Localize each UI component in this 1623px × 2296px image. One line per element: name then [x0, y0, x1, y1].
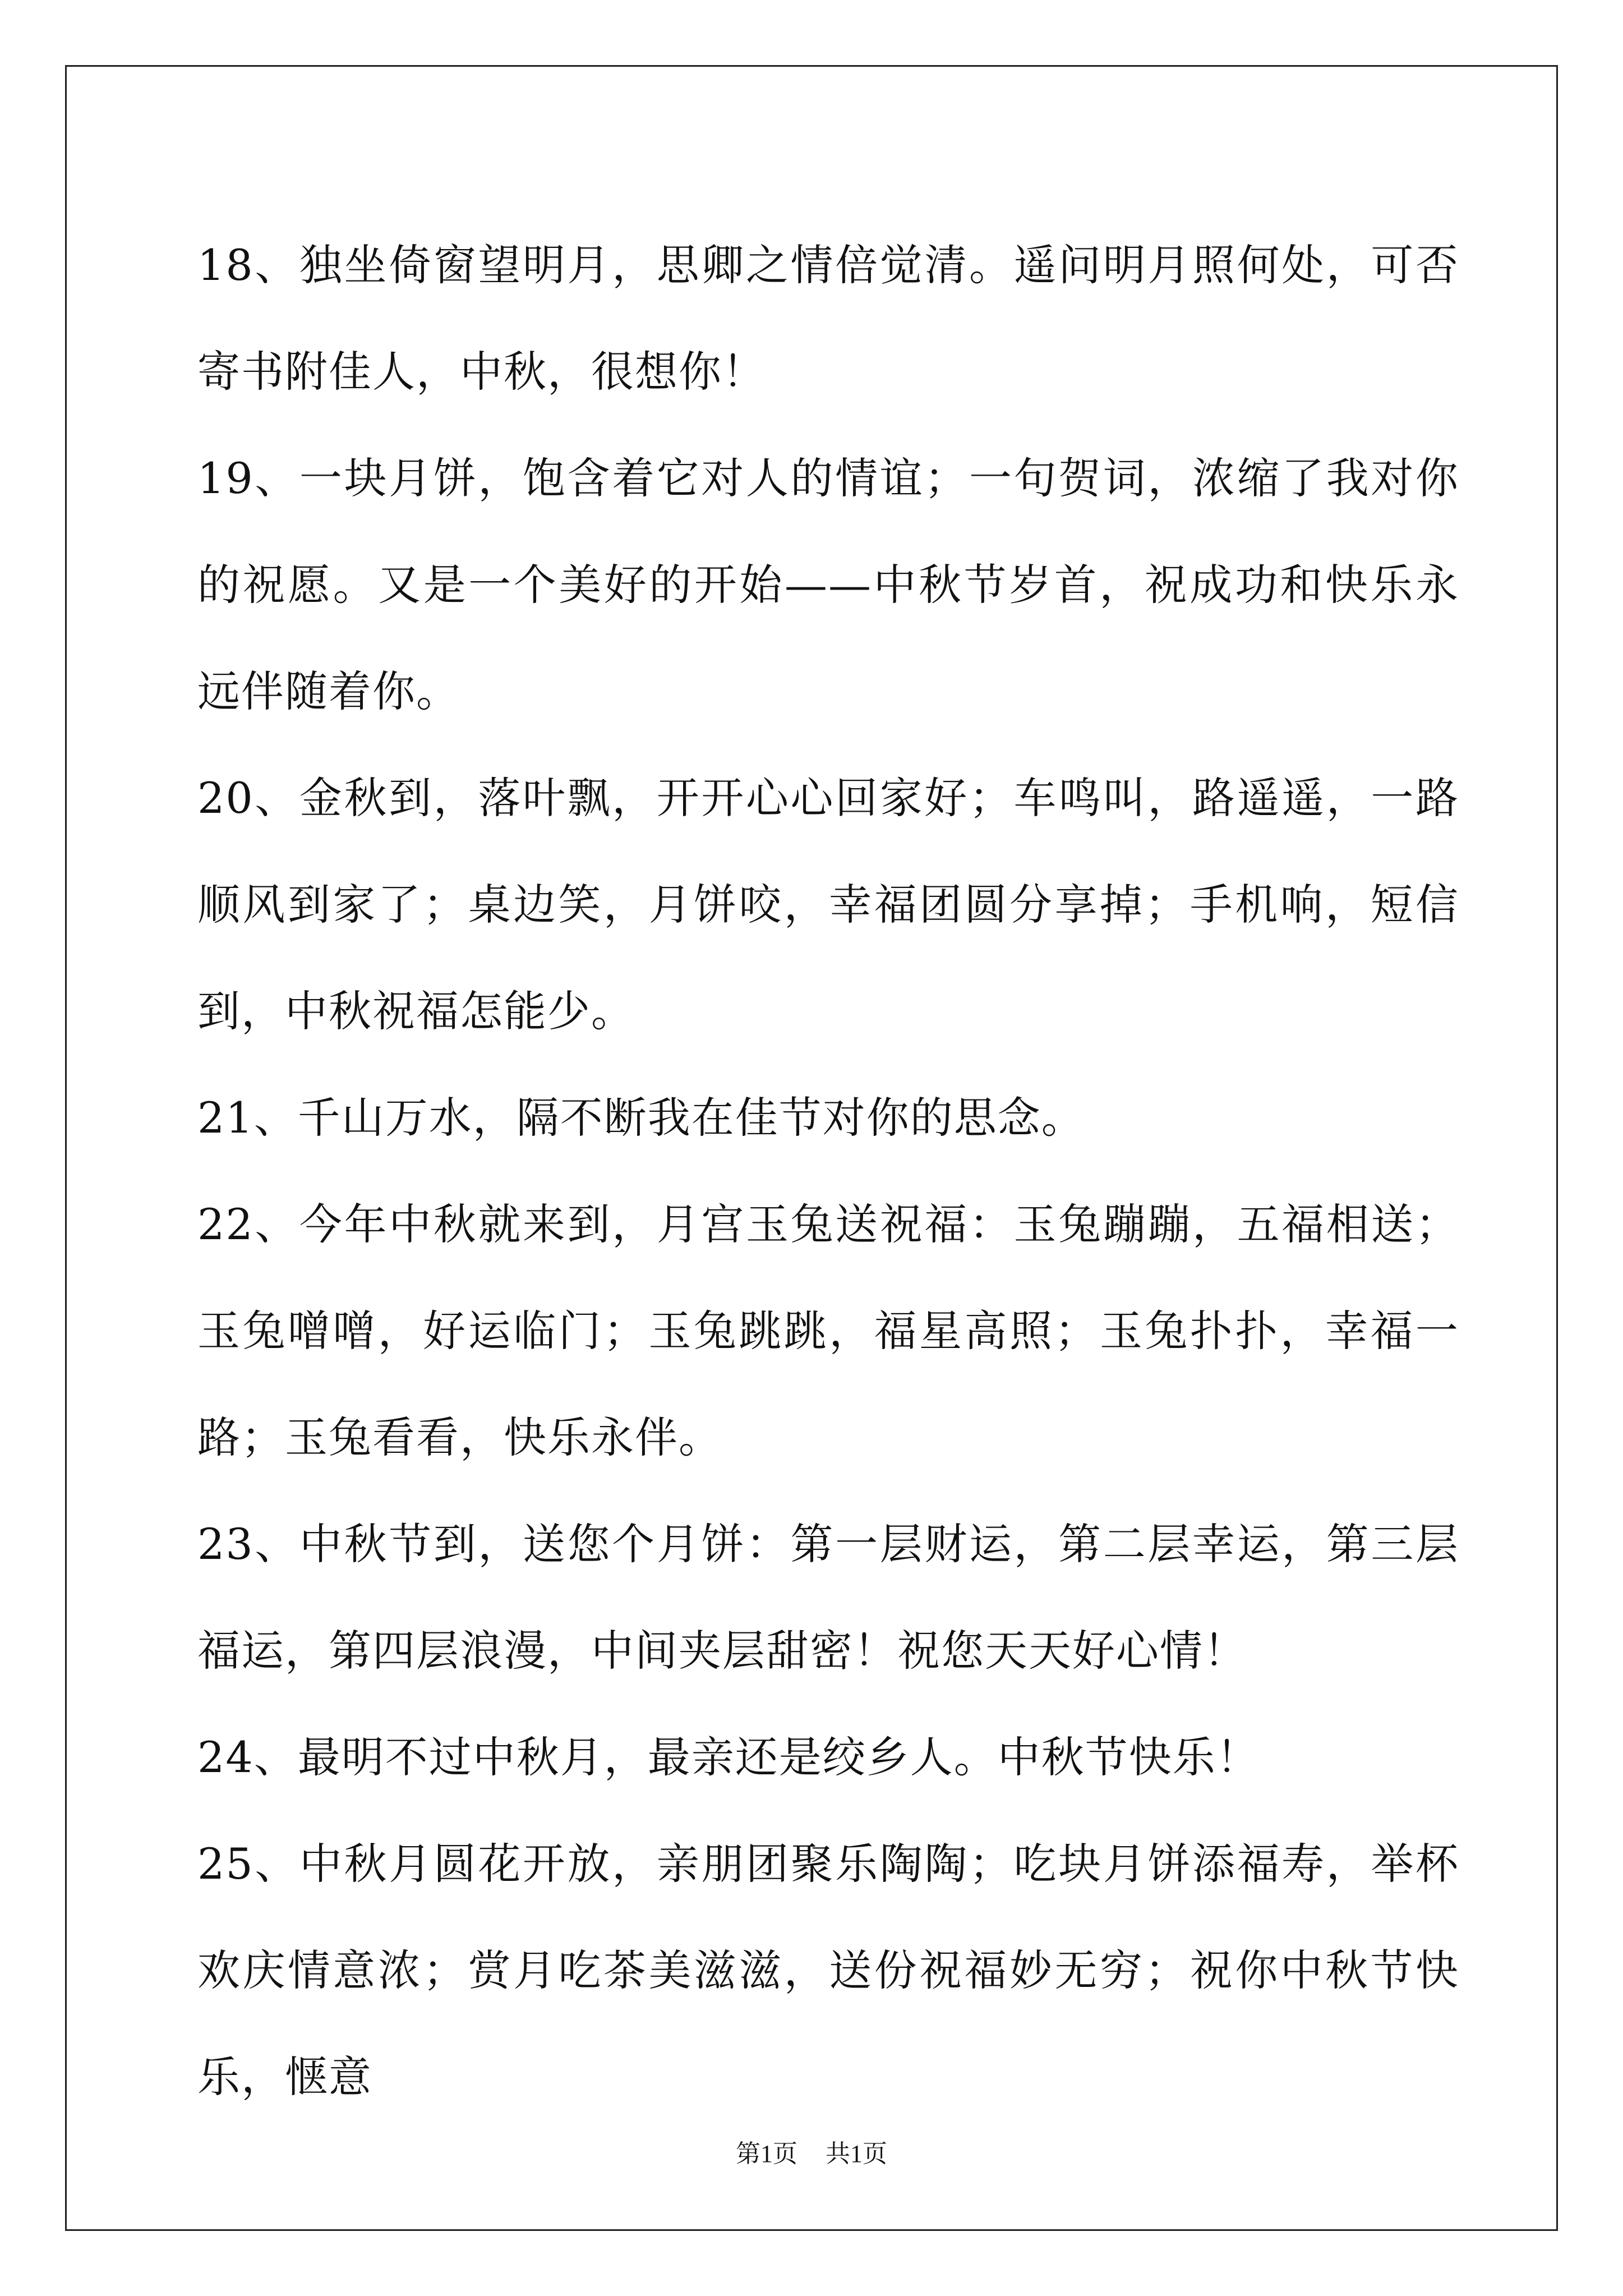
paragraph-18: 18、独坐倚窗望明月，思卿之情倍觉清。遥问明月照何处，可否寄书附佳人，中秋，很想你！	[197, 240, 1459, 397]
paragraph-24: 24、最明不过中秋月，最亲还是绞乡人。中秋节快乐！	[197, 1732, 1260, 1782]
paragraph-23: 23、中秋节到，送您个月饼：第一层财运，第二层幸运，第三层福运，第四层浪漫，中间夹层甜密！祝您天天好心情！	[197, 1519, 1459, 1676]
paragraph-20: 20、金秋到，落叶飘，开开心心回家好；车鸣叫，路遥遥，一路顺风到家了；桌边笑，月饼咬，幸福团圆分享掉；手机响，短信到，中秋祝福怎能少。	[197, 773, 1459, 1036]
paragraph-21: 21、千山万水，隔不断我在佳节对你的思念。	[197, 1093, 1085, 1143]
total-pages: 共1页	[826, 2140, 887, 2168]
current-page-number: 第1页	[736, 2140, 797, 2168]
page-footer	[0, 2137, 1623, 2171]
paragraph-25: 25、中秋月圆花开放，亲朋团聚乐陶陶；吃块月饼添福寿，举杯欢庆情意浓；赏月吃茶美滋滋，送份祝福妙无穷；祝你中秋节快乐，惬意	[197, 1839, 1459, 2102]
paragraph-22: 22、今年中秋就来到，月宫玉兔送祝福：玉兔蹦蹦，五福相送；玉兔噌噌，好运临门；玉兔跳跳，福星高照；玉兔扑扑，幸福一路；玉兔看看，快乐永伴。	[197, 1199, 1459, 1462]
paragraph-19: 19、一块月饼，饱含着它对人的情谊；一句贺词，浓缩了我对你的祝愿。又是一个美好的开始——中秋节岁首，祝成功和快乐永远伴随着你。	[197, 453, 1459, 716]
document-body	[197, 212, 1459, 2131]
